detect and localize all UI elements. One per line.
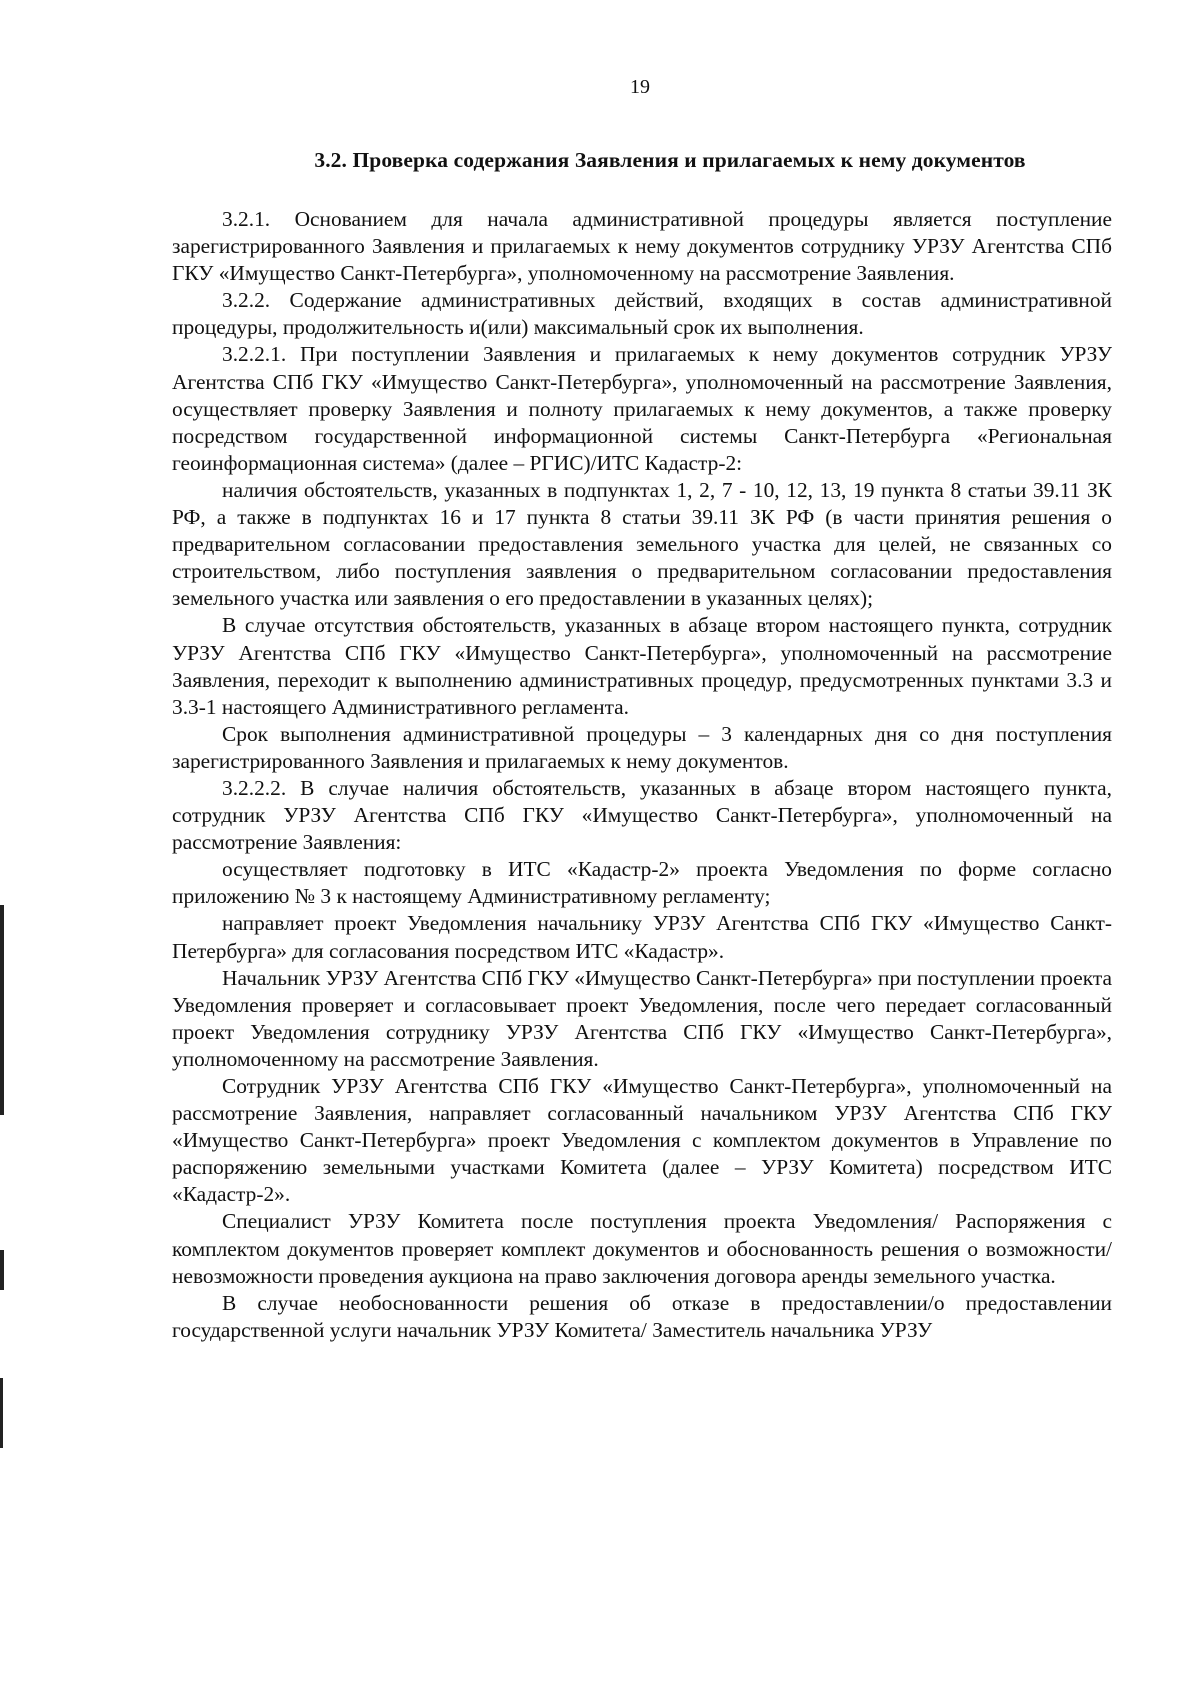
paragraph: наличия обстоятельств, указанных в подпунктах 1, 2, 7 - 10, 12, 13, 19 пункта 8 статьи 39.11 ЗК РФ, а также в подпунктах 16 и 17 пункта 8 статьи 39.11 ЗК РФ (в части принятия решения о предварительном согласовании предоставления земельного участка для целей, не связанных со строительством, либо поступления заявления о предварительном согласовании предоставления земельного участка или заявления о его предоставлении в указанных целях); xyxy=(172,477,1112,611)
scan-artifact-middle xyxy=(0,1250,4,1290)
paragraph: В случае отсутствия обстоятельств, указанных в абзаце втором настоящего пункта, сотрудник УРЗУ Агентства СПб ГКУ «Имущество Санкт-Петербурга», уполномоченный на рассмотрение Заявления, переходит к выполнению административных процедур, предусмотренных пунктами 3.3 и 3.3-1 настоящего Административного регламента. xyxy=(172,613,1112,719)
section-title: 3.2. Проверка содержания Заявления и прилагаемых к нему документов xyxy=(314,148,1026,172)
paragraph: 3.2.2.2. В случае наличия обстоятельств, указанных в абзаце втором настоящего пункта, сотрудник УРЗУ Агентства СПб ГКУ «Имущество Санкт-Петербурга», уполномоченный на рассмотрение Заявления: xyxy=(172,775,1112,855)
scan-artifact-top xyxy=(0,905,4,1115)
scan-artifact-bottom xyxy=(0,1378,3,1448)
paragraph: Начальник УРЗУ Агентства СПб ГКУ «Имущество Санкт-Петербурга» при поступлении проекта Уведомления проверяет и согласовывает проект Уведомления, после чего передает согласованный проект Уведомления сотруднику УРЗУ Агентства СПб ГКУ «Имущество Санкт-Петербурга», уполномоченному на рассмотрение Заявления. xyxy=(172,965,1112,1071)
paragraph: 3.2.2. Содержание административных действий, входящих в состав административной процедуры, продолжительность и(или) максимальный срок их выполнения. xyxy=(172,288,1112,340)
page-number: 19 xyxy=(630,76,650,98)
paragraph: В случае необоснованности решения об отказе в предоставлении/о предоставлении государственной услуги начальник УРЗУ Комитета/ Заместитель начальника УРЗУ xyxy=(172,1290,1112,1342)
paragraph: осуществляет подготовку в ИТС «Кадастр-2» проекта Уведомления по форме согласно приложению № 3 к настоящему Административному регламенту; xyxy=(172,857,1112,909)
document-body xyxy=(172,206,1112,1344)
paragraph: Специалист УРЗУ Комитета после поступления проекта Уведомления/ Распоряжения с комплектом документов проверяет комплект документов и обоснованность решения о возможности/невозможности проведения аукциона на право заключения договора аренды земельного участка. xyxy=(172,1209,1112,1288)
paragraph: 3.2.2.1. При поступлении Заявления и прилагаемых к нему документов сотрудник УРЗУ Агентства СПб ГКУ «Имущество Санкт-Петербурга», уполномоченный на рассмотрение Заявления, осуществляет проверку Заявления и полноту прилагаемых к нему документов, а также проверку посредством государственной информационной системы Санкт-Петербурга «Региональная геоинформационная система» (далее – РГИС)/ИТС Кадастр-2: xyxy=(172,342,1112,475)
paragraph: Сотрудник УРЗУ Агентства СПб ГКУ «Имущество Санкт-Петербурга», уполномоченный на рассмотрение Заявления, направляет согласованный начальником УРЗУ Агентства СПб ГКУ «Имущество Санкт-Петербурга» проект Уведомления с комплектом документов в Управление по распоряжению земельными участками Комитета (далее – УРЗУ Комитета) посредством ИТС «Кадастр-2». xyxy=(172,1074,1112,1207)
paragraph: Срок выполнения административной процедуры – 3 календарных дня со дня поступления зарегистрированного Заявления и прилагаемых к нему документов. xyxy=(172,721,1112,773)
paragraph: 3.2.1. Основанием для начала административной процедуры является поступление зарегистрированного Заявления и прилагаемых к нему документов сотруднику УРЗУ Агентства СПб ГКУ «Имущество Санкт-Петербурга», уполномоченному на рассмотрение Заявления. xyxy=(172,207,1112,286)
paragraph: направляет проект Уведомления начальнику УРЗУ Агентства СПб ГКУ «Имущество Санкт-Петербурга» для согласования посредством ИТС «Кадастр». xyxy=(172,911,1112,963)
